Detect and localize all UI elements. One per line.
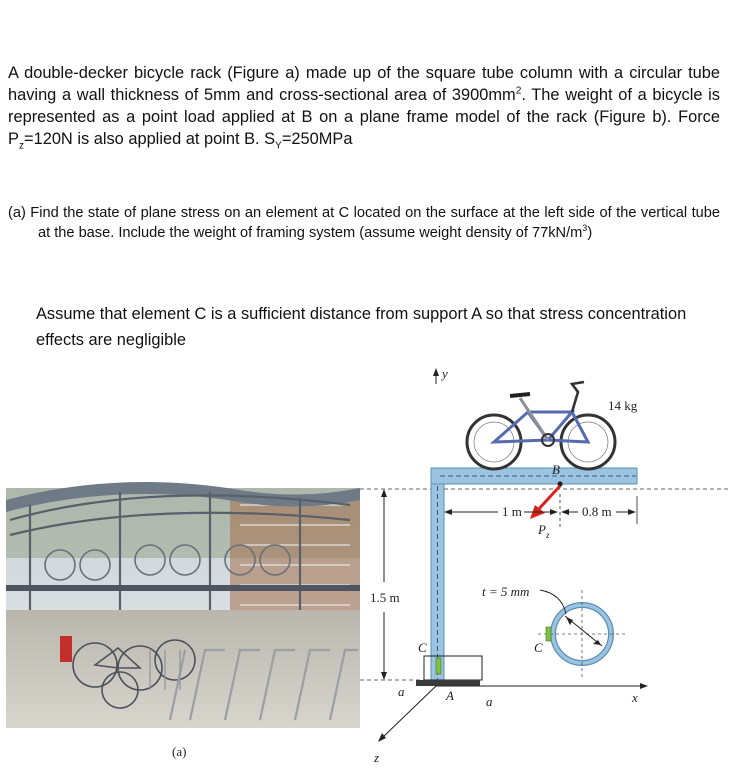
point-a-label: A: [446, 688, 454, 703]
z-axis-arrow: [378, 733, 386, 742]
element-c-marker: [436, 658, 441, 674]
tube-cross-section: [538, 590, 626, 678]
force-label: $P_z$: [538, 522, 550, 540]
bicycle-icon: [467, 382, 615, 469]
axis-z-label: z: [374, 750, 380, 765]
problem-statement: [8, 62, 720, 150]
part-a-close: ): [587, 225, 593, 241]
dim-1m-arrow-right: [550, 509, 558, 515]
dim-08m-label: 0.8 m: [582, 504, 612, 519]
assumption-note: Assume that element C is a sufficient distance from support A so that stress concentration effects are negligible: [36, 305, 687, 349]
intro-sup: 2: [515, 85, 522, 97]
x-axis-arrow: [640, 683, 648, 689]
part-a-text: (a) Find the state of plane stress on an element at C located on the surface at the left side of the vertical tube at the base. Include the weight of framing system (assume weight density of 77kN/m: [8, 205, 720, 241]
ground-support: [416, 680, 480, 686]
intro-sub-y: Y: [275, 140, 282, 152]
intro-text-d: =250MPa: [281, 130, 353, 148]
dim-1m-arrow-left: [444, 509, 452, 515]
dim-height-arrow-top: [381, 489, 387, 497]
intro-text-c: =120N is also applied at point B. S: [24, 130, 276, 148]
figure: [0, 356, 729, 770]
thickness-label: t = 5 mm: [482, 584, 530, 599]
beam-tube: [431, 468, 637, 484]
section-a-left-label: a: [398, 684, 405, 699]
z-axis-line: [382, 686, 436, 738]
part-a-question: [8, 203, 720, 243]
section-a-right-label: a: [486, 694, 493, 709]
dim-1m-label: 1 m: [502, 504, 522, 519]
section-element-c-marker: [546, 627, 551, 641]
axis-x-label: x: [632, 690, 638, 705]
point-b-label: B: [552, 462, 560, 477]
dim-08m-arrow-right: [628, 509, 636, 515]
frame-model: [360, 366, 729, 765]
photo-bike-rack: [6, 482, 360, 728]
intro-text-b: . The weight of a bicycle is represented as a point load applied at B on a plane frame model of the rack (Figure b). Force P: [8, 86, 720, 148]
intro-text-a: A double-decker bicycle rack (Figure a) made up of the square tube column with a circular tube having a wall thickness of 5mm and cross-sectional area of 3900mm: [8, 64, 720, 104]
y-axis-arrow: [433, 368, 439, 376]
axis-y-label: y: [442, 366, 448, 381]
section-point-c-label: C: [534, 640, 543, 655]
point-c-label: C: [418, 640, 427, 655]
force-pz-arrow: [536, 486, 560, 512]
intro-sub-z: z: [18, 140, 25, 152]
photo-caption: (a): [172, 744, 187, 759]
load-label: 14 kg: [608, 398, 638, 413]
dim-height-arrow-bottom: [381, 672, 387, 680]
dim-08m-arrow-left: [561, 509, 569, 515]
dim-height-label: 1.5 m: [370, 590, 400, 605]
part-a-sup: 3: [582, 223, 588, 234]
